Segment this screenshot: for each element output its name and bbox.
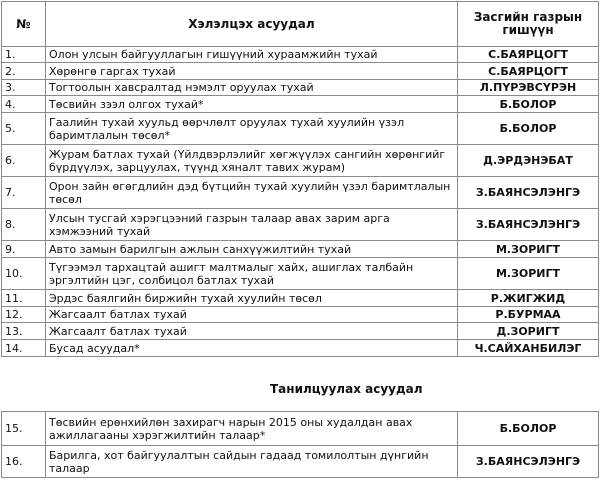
row-number: 4. — [2, 96, 46, 113]
row-question: Авто замын барилгын ажлын санхүүжилтийн тухай — [46, 241, 458, 258]
question-header: Хэлэлцэх асуудал — [46, 2, 458, 47]
table-row — [2, 47, 599, 63]
intro-table — [1, 411, 599, 478]
table-row — [2, 340, 599, 357]
agenda-header-row — [2, 2, 599, 47]
row-question: Тогтоолын хавсралтад нэмэлт оруулах тухай — [46, 80, 458, 96]
row-member: Д.ЗОРИГТ — [458, 323, 599, 340]
row-number: 13. — [2, 323, 46, 340]
row-member: З.БАЯНСЭЛЭНГЭ — [458, 209, 599, 241]
row-number: 14. — [2, 340, 46, 357]
row-number: 11. — [2, 290, 46, 307]
row-question: Гаалийн тухай хуульд өөрчлөлт оруулах тухай хуулийн үзэл баримтлалын төсөл* — [46, 113, 458, 145]
row-member: Ч.САЙХАНБИЛЭГ — [458, 340, 599, 357]
table-row — [2, 113, 599, 145]
row-member: Д.ЭРДЭНЭБАТ — [458, 145, 599, 177]
table-row — [2, 145, 599, 177]
row-question: Бусад асуудал* — [46, 340, 458, 357]
member-header: Засгийн газрын гишүүн — [458, 2, 599, 47]
table-row — [2, 446, 599, 478]
row-member: Р.ЖИГЖИД — [458, 290, 599, 307]
row-member: З.БАЯНСЭЛЭНГЭ — [458, 177, 599, 209]
row-number: 16. — [2, 446, 46, 478]
agenda-table — [1, 1, 599, 357]
row-question: Түгээмэл тархацтай ашигт малтмалыг хайх, ашиглах талбайн эргэлтийн цэг, солбицол батлах тухай — [46, 258, 458, 290]
row-member: М.ЗОРИГТ — [458, 258, 599, 290]
table-row — [2, 177, 599, 209]
row-member: Б.БОЛОР — [458, 96, 599, 113]
row-number: 8. — [2, 209, 46, 241]
row-number: 15. — [2, 412, 46, 446]
table-row — [2, 412, 599, 446]
row-question: Журам батлах тухай (Үйлдвэрлэлийг хөгжүүлэх сангийн хөрөнгийг бүрдүүлэх, зарцуулах, түүнд хяналт тавих журам) — [46, 145, 458, 177]
row-question: Жагсаалт батлах тухай — [46, 307, 458, 323]
table-row — [2, 307, 599, 323]
table-row — [2, 290, 599, 307]
row-member: С.БАЯРЦОГТ — [458, 63, 599, 80]
row-member: Р.БУРМАА — [458, 307, 599, 323]
table-row — [2, 323, 599, 340]
row-question: Орон зайн өгөгдлийн дэд бүтцийн тухай хуулийн үзэл баримтлалын төсөл — [46, 177, 458, 209]
row-member: С.БАЯРЦОГТ — [458, 47, 599, 63]
row-number: 3. — [2, 80, 46, 96]
table-row — [2, 80, 599, 96]
row-question: Эрдэс баялгийн биржийн тухай хуулийн төсөл — [46, 290, 458, 307]
row-member: Л.ПҮРЭВСҮРЭН — [458, 80, 599, 96]
row-number: 2. — [2, 63, 46, 80]
row-number: 9. — [2, 241, 46, 258]
row-question: Төсвийн зээл олгох тухай* — [46, 96, 458, 113]
number-header: № — [2, 2, 46, 47]
table-row — [2, 209, 599, 241]
table-row — [2, 63, 599, 80]
row-question: Олон улсын байгууллагын гишүүний хураамжийн тухай — [46, 47, 458, 63]
row-number: 6. — [2, 145, 46, 177]
row-number: 12. — [2, 307, 46, 323]
row-member: М.ЗОРИГТ — [458, 241, 599, 258]
row-member: З.БАЯНСЭЛЭНГЭ — [458, 446, 599, 478]
row-number: 1. — [2, 47, 46, 63]
row-number: 10. — [2, 258, 46, 290]
table-row — [2, 96, 599, 113]
row-question: Жагсаалт батлах тухай — [46, 323, 458, 340]
row-question: Төсвийн ерөнхийлөн захирагч нарын 2015 оны худалдан авах ажиллагааны хэрэгжилтийн талаар* — [46, 412, 458, 446]
row-question: Улсын тусгай хэрэгцээний газрын талаар авах зарим арга хэмжээний тухай — [46, 209, 458, 241]
row-number: 7. — [2, 177, 46, 209]
intro-section-title: Танилцуулах асуудал — [270, 382, 423, 396]
table-row — [2, 258, 599, 290]
row-member: Б.БОЛОР — [458, 412, 599, 446]
row-question: Барилга, хот байгуулалтын сайдын гадаад томилолтын дүнгийн талаар — [46, 446, 458, 478]
table-row — [2, 241, 599, 258]
row-number: 5. — [2, 113, 46, 145]
row-member: Б.БОЛОР — [458, 113, 599, 145]
row-question: Хөрөнгө гаргах тухай — [46, 63, 458, 80]
